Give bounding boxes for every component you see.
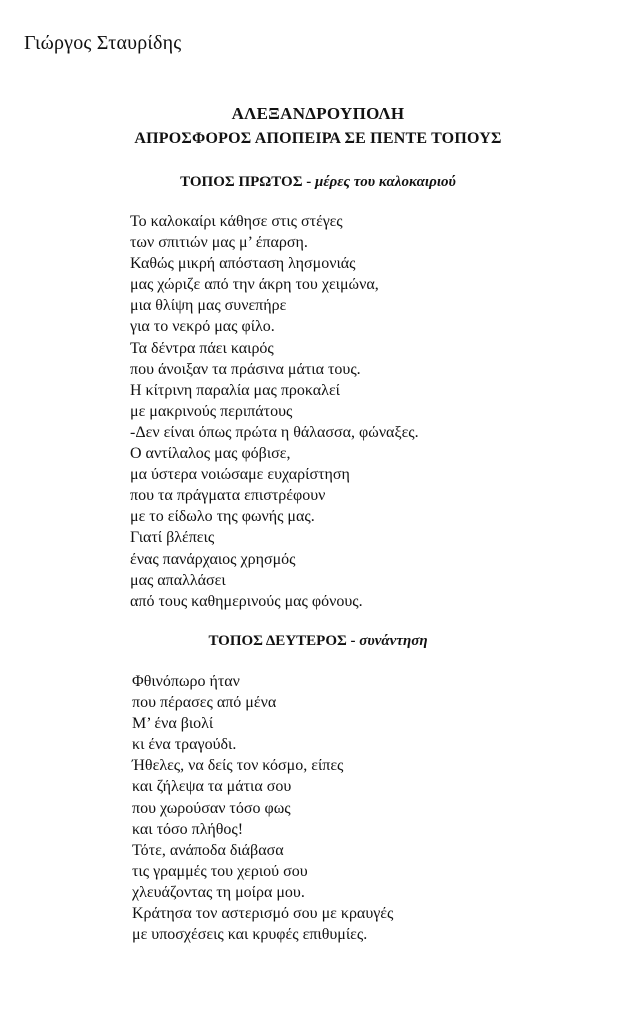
verse-line: που χωρούσαν τόσο φως <box>132 799 291 817</box>
verse-line: τις γραμμές του χεριού σου <box>132 862 308 880</box>
verse-line: -Δεν είναι όπως πρώτα η θάλασσα, φώναξες. <box>130 423 419 441</box>
verse-line: που τα πράγματα επιστρέφουν <box>130 487 326 505</box>
verse-line: μας απαλλάσει <box>130 571 226 589</box>
verse-line: των σπιτιών μας μ’ έπαρση. <box>130 234 308 252</box>
verse-line: Κράτησα τον αστερισμό σου με κραυγές <box>132 905 394 923</box>
verse-line: Το καλοκαίρι κάθησε στις στέγες <box>130 213 343 230</box>
verse-line: και ζήλεψα τα μάτια σου <box>132 778 292 796</box>
section-2-heading-subtitle: συνάντηση <box>359 633 428 649</box>
poem-subtitle: ΑΠΡΟΣΦΟΡΟΣ ΑΠΟΠΕΙΡΑ ΣΕ ΠΕΝΤΕ ΤΟΠΟΥΣ <box>134 130 502 147</box>
verse-line: Γιατί βλέπεις <box>130 529 215 547</box>
verse-line: χλευάζοντας τη μοίρα μου. <box>132 883 305 901</box>
verse-line: μια θλίψη μας συνεπήρε <box>130 297 287 315</box>
verse-line: Ο αντίλαλος μας φόβισε, <box>130 445 291 463</box>
verse-line: από τους καθημερινούς μας φόνους. <box>130 592 363 610</box>
verse-line: με μακρινούς περιπάτους <box>130 402 293 420</box>
verse-line: Η κίτρινη παραλία μας προκαλεί <box>130 381 340 399</box>
verse-line: κι ένα τραγούδι. <box>132 736 237 754</box>
section-1-stanza <box>130 211 419 612</box>
poem-title: ΑΛΕΞΑΝΔΡΟΥΠΟΛΗ <box>231 104 405 123</box>
verse-line: για το νεκρό μας φίλο. <box>130 318 275 336</box>
author-name: Γιώργος Σταυρίδης <box>24 32 182 54</box>
verse-line: μα ύστερα νοιώσαμε ευχαρίστηση <box>130 466 350 484</box>
section-1-heading-title: ΤΟΠΟΣ ΠΡΩΤΟΣ <box>180 174 303 190</box>
section-2-stanza <box>132 671 393 945</box>
section-1-heading-subtitle: μέρες του καλοκαιριού <box>315 174 456 190</box>
verse-line: Τότε, ανάποδα διάβασα <box>132 841 284 859</box>
section-2-heading-title: ΤΟΠΟΣ ΔΕΥΤΕΡΟΣ <box>208 633 347 649</box>
verse-line: Καθώς μικρή απόσταση λησμονιάς <box>130 255 356 273</box>
verse-line: Ήθελες, να δείς τον κόσμο, είπες <box>132 757 344 775</box>
verse-line: ένας πανάρχαιος χρησμός <box>130 550 296 568</box>
verse-line: και τόσο πλήθος! <box>132 820 244 838</box>
verse-line: με το είδωλο της φωνής μας. <box>130 508 315 526</box>
section-2-heading-separator: - <box>346 633 360 649</box>
section-1-heading <box>0 174 636 191</box>
verse-line: με υποσχέσεις και κρυφές επιθυμίες. <box>132 926 368 944</box>
section-2-heading <box>0 633 636 650</box>
verse-line: Τα δέντρα πάει καιρός <box>130 339 274 357</box>
section-1-heading-separator: - <box>302 174 315 190</box>
verse-line: Μ’ ένα βιολί <box>132 715 214 733</box>
verse-line: που πέρασες από μένα <box>132 694 277 712</box>
verse-line: μας χώριζε από την άκρη του χειμώνα, <box>130 276 379 294</box>
verse-line: που άνοιξαν τα πράσινα μάτια τους. <box>130 360 361 378</box>
verse-line: Φθινόπωρο ήταν <box>132 673 240 690</box>
